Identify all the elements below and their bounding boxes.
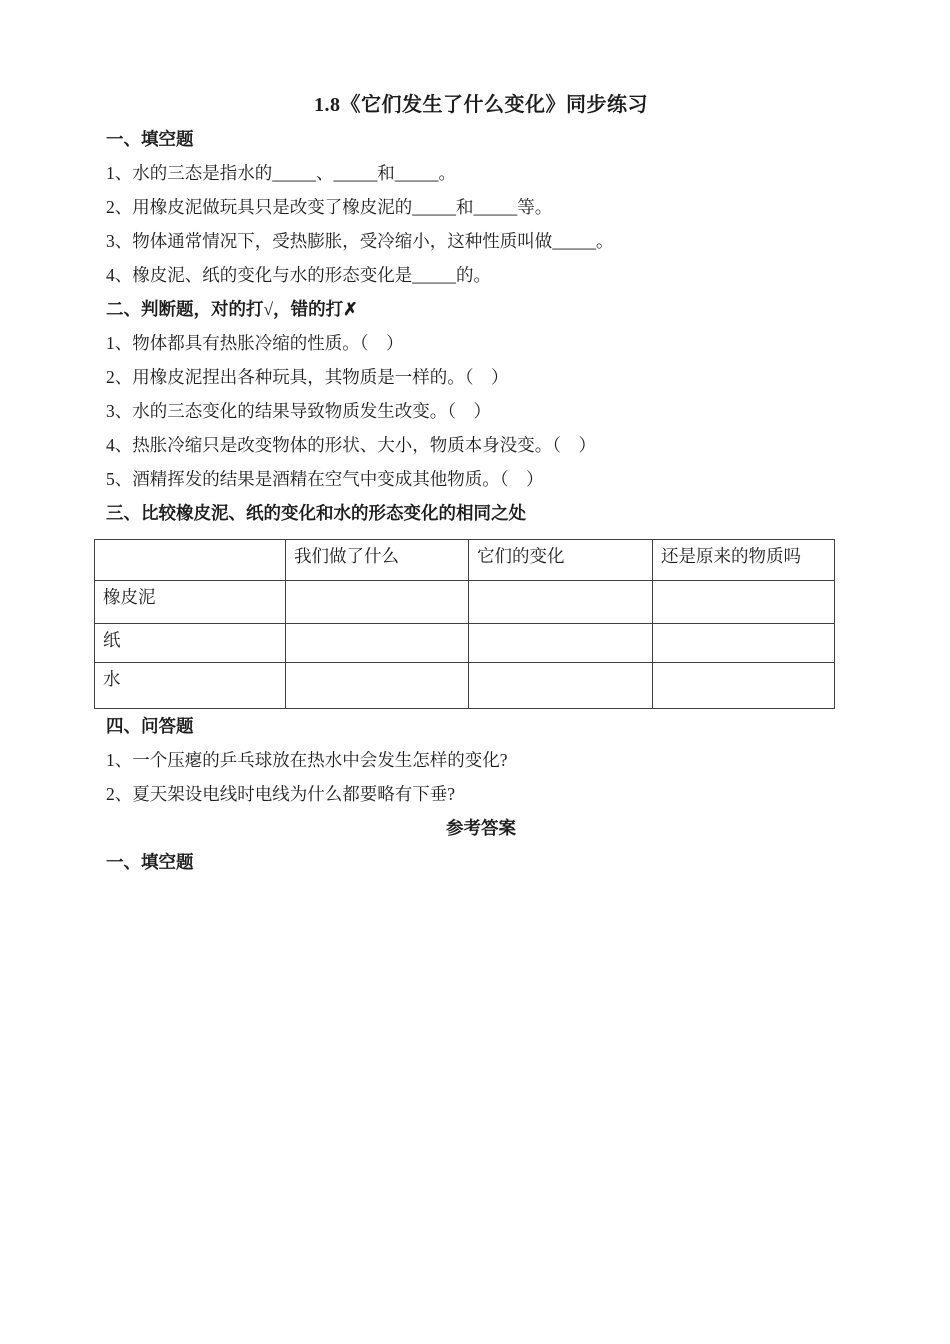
section-qa-heading: 四、问答题 [106, 716, 194, 736]
judge-item-3: 3、水的三态变化的结果导致物质发生改变。（ ） [106, 401, 491, 421]
compare-table-header-row [95, 540, 835, 581]
answer-key-heading: 参考答案 [446, 818, 516, 838]
qa-item-2: 2、夏天架设电线时电线为什么都要略有下垂? [106, 784, 456, 804]
fill-item-2: 2、用橡皮泥做玩具只是改变了橡皮泥的_____和_____等。 [106, 197, 553, 217]
judge-item-2: 2、用橡皮泥捏出各种玩具，其物质是一样的。（ ） [106, 367, 509, 387]
compare-table [94, 539, 835, 709]
table-header-cell-blank [95, 540, 286, 581]
table-cell-empty [653, 663, 835, 709]
table-row-clay [95, 581, 835, 624]
row-label-cell: 橡皮泥 [95, 581, 286, 624]
table-cell-empty [469, 624, 653, 663]
fill-item-1: 1、水的三态是指水的_____、_____和_____。 [106, 163, 456, 183]
table-header-cell-same-substance: 还是原来的物质吗 [653, 540, 835, 581]
table-cell-empty [286, 624, 469, 663]
table-row-water [95, 663, 835, 709]
judge-item-5: 5、酒精挥发的结果是酒精在空气中变成其他物质。（ ） [106, 469, 544, 489]
section-compare-heading: 三、比较橡皮泥、纸的变化和水的形态变化的相同之处 [106, 503, 526, 523]
row-label-cell: 水 [95, 663, 286, 709]
qa-item-1: 1、一个压瘪的乒乓球放在热水中会发生怎样的变化? [106, 750, 508, 770]
document-title: 1.8《它们发生了什么变化》同步练习 [314, 94, 648, 116]
table-cell-empty [469, 581, 653, 624]
judge-item-1: 1、物体都具有热胀冷缩的性质。（ ） [106, 333, 404, 353]
fill-item-4: 4、橡皮泥、纸的变化与水的形态变化是_____的。 [106, 265, 491, 285]
answer-key-subheading: 一、填空题 [106, 852, 194, 872]
row-label-cell: 纸 [95, 624, 286, 663]
table-cell-empty [286, 581, 469, 624]
fill-item-3: 3、物体通常情况下，受热膨胀，受冷缩小，这种性质叫做_____。 [106, 231, 614, 251]
table-header-cell-their-changes: 它们的变化 [469, 540, 653, 581]
table-header-cell-what-we-did: 我们做了什么 [286, 540, 469, 581]
table-row-paper [95, 624, 835, 663]
judge-item-4: 4、热胀冷缩只是改变物体的形状、大小，物质本身没变。（ ） [106, 435, 596, 455]
section-judge-heading: 二、判断题，对的打√，错的打✗ [106, 299, 358, 319]
table-cell-empty [469, 663, 653, 709]
section-fill-heading: 一、填空题 [106, 129, 194, 149]
table-cell-empty [653, 581, 835, 624]
table-cell-empty [286, 663, 469, 709]
table-cell-empty [653, 624, 835, 663]
